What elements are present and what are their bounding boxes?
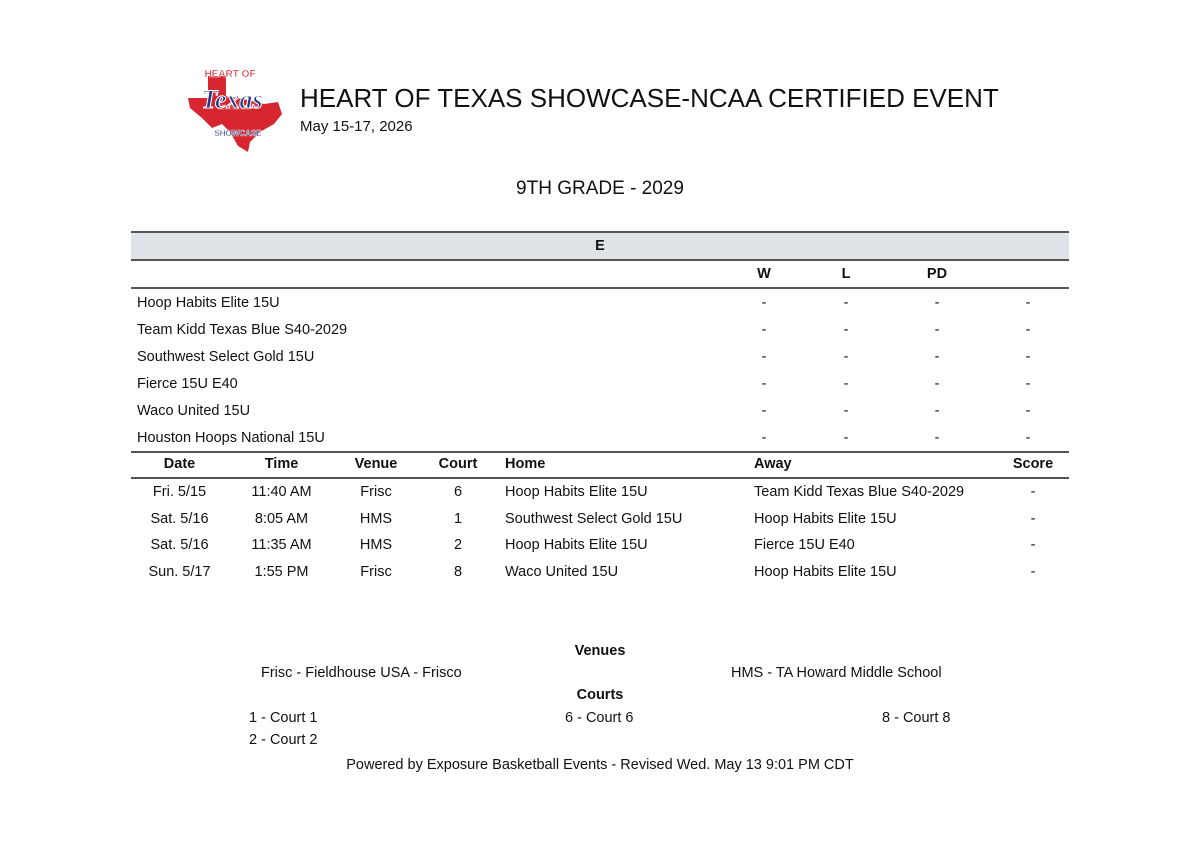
losses-column-header: L [805,260,887,288]
standings-column-headers [131,260,1069,288]
game-home-team: Hoop Habits Elite 15U [505,484,648,501]
game-away-team: Team Kidd Texas Blue S40-2029 [754,484,965,501]
pool-name: E [131,232,1069,260]
game-court: 8 [453,563,463,580]
team-wins: - [761,321,767,338]
team-point-diff: - [934,321,940,338]
courts-heading: Courts [576,687,624,703]
game-venue: HMS [359,537,393,554]
game-venue: Frisc [360,563,392,580]
venue-item: Frisc - Fieldhouse USA - Frisco [261,665,462,681]
home-column-header: Home [499,451,748,478]
court-item: 1 - Court 1 [249,710,318,726]
team-losses: - [843,402,849,419]
standings-row [131,288,1069,316]
game-time: 11:35 AM [251,537,312,554]
team-wins: - [723,424,805,452]
game-home-team: Southwest Select Gold 15U [505,510,683,527]
team-name: Waco United 15U [137,402,251,419]
team-column-header [131,260,723,288]
court-column-header: Court [417,451,499,478]
powered-by-footer: Powered by Exposure Basketball Events - Revised Wed. May 13 9:01 PM CDT [346,757,854,773]
court-item: 8 - Court 8 [882,710,951,726]
game-date: Fri. 5/15 [152,484,207,501]
court-item: 2 - Court 2 [249,732,318,748]
team-name: Fierce 15U E40 [137,375,238,392]
point-diff-column-header: PD [887,260,987,288]
away-column-header: Away [748,451,997,478]
standings-row [131,397,1069,424]
team-wins: - [761,402,767,419]
team-extra: - [1025,348,1031,365]
standings-row [131,316,1069,343]
game-venue: HMS [359,510,393,527]
game-date: Sun. 5/17 [148,563,211,580]
game-row [131,478,1069,506]
extra-column-header [987,260,1069,288]
game-court: 2 [453,537,463,554]
game-court: 1 [453,510,463,527]
team-name: Houston Hoops National 15U [131,424,723,452]
venue-item: HMS - TA Howard Middle School [731,665,942,681]
team-name: Hoop Habits Elite 15U [137,294,280,311]
game-row [131,559,1069,586]
team-losses: - [843,294,849,311]
team-point-diff: - [887,424,987,452]
game-time: 11:40 AM [251,484,312,501]
team-wins: - [761,375,767,392]
game-time: 1:55 PM [254,563,309,580]
date-column-header: Date [131,451,228,478]
team-losses: - [805,424,887,452]
team-extra: - [1025,294,1031,311]
venues-heading: Venues [574,643,626,659]
team-losses: - [843,375,849,392]
pool-header-row [131,232,1069,260]
team-wins: - [761,294,767,311]
standings-row [131,370,1069,397]
game-court: 6 [453,484,463,501]
team-name: Team Kidd Texas Blue S40-2029 [137,321,348,338]
game-away-team: Fierce 15U E40 [754,537,855,554]
game-row [131,532,1069,559]
team-point-diff: - [934,375,940,392]
event-header [186,66,1086,156]
team-point-diff: - [934,402,940,419]
team-name: Southwest Select Gold 15U [137,348,315,365]
game-score: - [1030,510,1036,527]
team-losses: - [843,321,849,338]
division-title: 9TH GRADE - 2029 [516,178,684,199]
court-item: 6 - Court 6 [565,710,634,726]
team-extra: - [987,424,1069,452]
team-losses: - [843,348,849,365]
game-away-team: Hoop Habits Elite 15U [754,510,897,527]
game-date: Sat. 5/16 [150,537,209,554]
score-column-header: Score [997,451,1069,478]
event-title: HEART OF TEXAS SHOWCASE-NCAA CERTIFIED EVENT [300,83,999,113]
game-row [131,506,1069,533]
game-venue: Frisc [360,484,392,501]
logo-text-middle: Texas [201,85,263,114]
game-score: - [1030,537,1036,554]
game-date: Sat. 5/16 [150,510,209,527]
time-column-header: Time [228,451,335,478]
standings-row [131,343,1069,370]
game-home-team: Hoop Habits Elite 15U [505,537,648,554]
event-dates: May 15-17, 2026 [300,118,413,135]
team-point-diff: - [934,348,940,365]
logo-text-bottom: SHOWCASE [214,129,262,138]
team-point-diff: - [934,294,940,311]
team-extra: - [1025,402,1031,419]
standings-row [131,424,1069,452]
team-wins: - [761,348,767,365]
schedule-column-headers [131,451,1069,478]
venue-column-header: Venue [335,451,417,478]
game-home-team: Waco United 15U [505,563,619,580]
wins-column-header: W [723,260,805,288]
game-schedule-table [131,451,1069,585]
event-logo [186,66,286,152]
game-away-team: Hoop Habits Elite 15U [754,563,897,580]
logo-text-top: HEART OF [204,69,256,80]
team-extra: - [1025,375,1031,392]
team-extra: - [1025,321,1031,338]
game-score: - [1030,484,1036,501]
game-time: 8:05 AM [254,510,309,527]
game-score: - [1030,563,1036,580]
pool-standings-table [131,231,1069,453]
